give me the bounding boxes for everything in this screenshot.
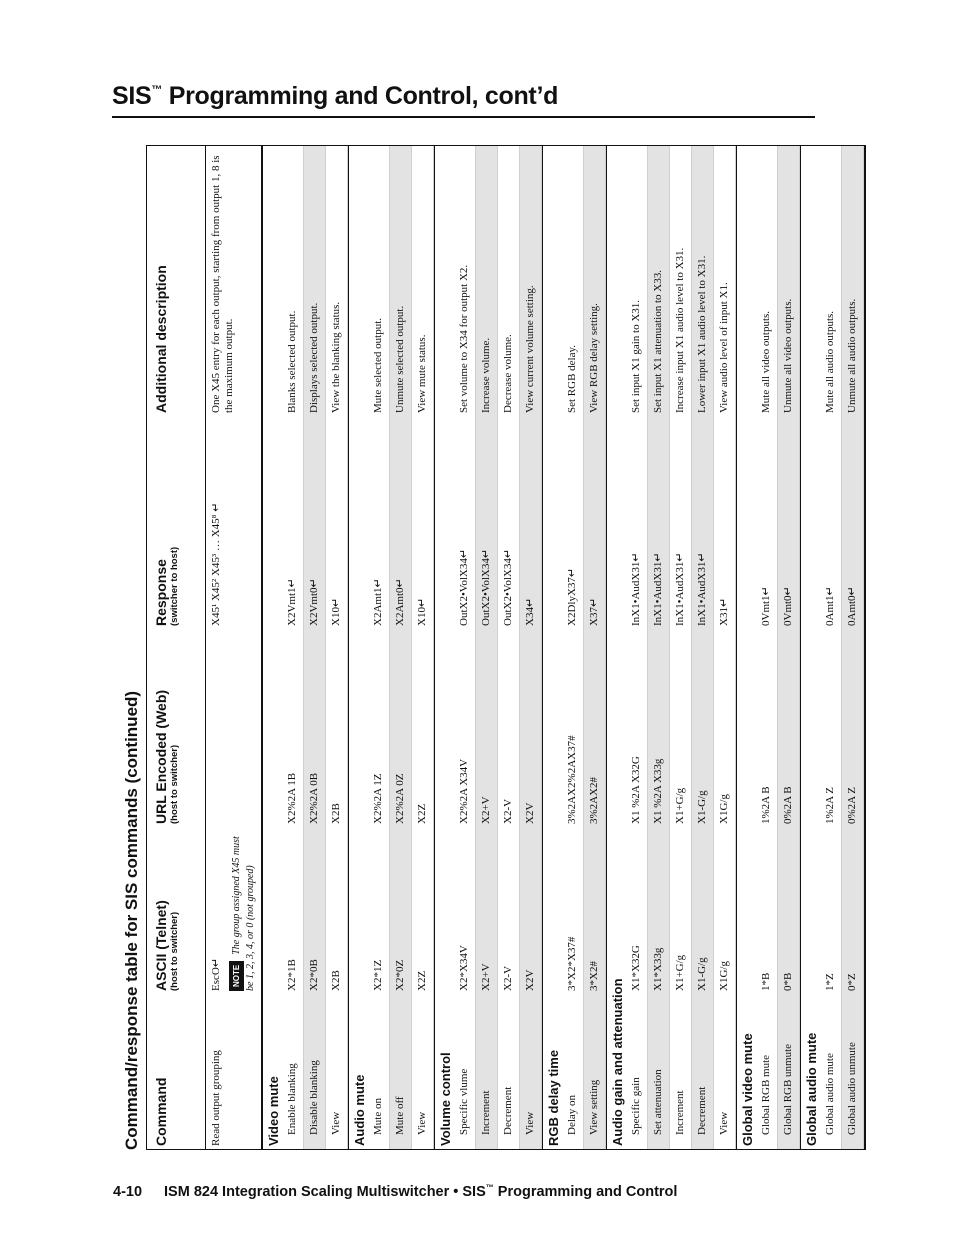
table-row [498,146,520,1149]
cell-response: X37↵ [588,597,600,626]
cell-response: InX1•AudX31↵ [652,552,664,626]
cell-ascii: X2*X34V [458,945,470,991]
table-row [778,146,800,1149]
cell-url: X1G/g [718,794,730,824]
cell-response: 0Amt0↵ [846,586,858,626]
cell-desc: View mute status. [416,334,428,413]
cell-url: X2-V [502,798,514,824]
cell-desc: Blanks selected output. [286,310,298,413]
cell-ascii: X2*0B [308,959,320,991]
table-row [626,146,648,1149]
cell-ascii: X2+V [480,963,492,991]
cell-response: X10↵ [330,597,342,626]
cell-command: Decrement [502,1086,514,1135]
cell-response: 0Vmt1↵ [760,586,772,626]
group-title: Audio gain and attenuation [610,978,625,1146]
cell-response: InX1•AudX31↵ [674,552,686,626]
cell-command: View setting [588,1079,600,1135]
cell-desc: Mute selected output. [372,317,384,413]
cell-url: X2V [524,802,536,824]
table-row [412,146,434,1149]
cell-response: X34↵ [524,597,536,626]
cell-url: 0%2A Z [846,787,858,824]
table-row [756,146,778,1149]
cell-command: View [524,1111,536,1135]
cell-response: OutX2•VolX34↵ [458,548,470,626]
cell-response: InX1•AudX31↵ [630,552,642,626]
cell-url: X1 %2A X32G [630,756,642,824]
cell-url: 0%2A B [782,786,794,824]
cell-ascii: X2-V [502,965,514,991]
cell-command: Mute off [394,1096,406,1135]
cell-command: Delay on [566,1094,578,1135]
cell-ascii: X1*X32G [630,945,642,991]
cell-desc: View audio level of input X1. [718,282,730,413]
cell-ascii: 3*X2# [588,961,600,991]
cell-desc: Increase input X1 audio level to X31. [674,247,686,413]
cell-response: 0Vmt0↵ [782,586,794,626]
cell-command: Increment [674,1090,686,1135]
cell-command: Global audio unmute [846,1042,858,1135]
cell-response: X2Vmt1↵ [286,578,298,626]
table-row [304,146,326,1149]
cell-desc: Set input X1 gain to X31. [630,299,642,413]
cell-response: X2DlyX37↵ [566,567,578,626]
table-row [562,146,584,1149]
cell-command: Global RGB unmute [782,1043,794,1135]
cell-response: 0Amt1↵ [824,586,836,626]
table-row: Read output grouping EscO↵ NOTEThe group assigned X45 must be 1, 2, 3, 4, or 0 (not grouped) X45¹ X45² X45³ … X45⁸ ↵ One X45 entry for each output, starting from output 1, 8 is the maximum output. [206,146,262,1149]
cell-desc: Displays selected output. [308,302,320,413]
note: NOTEThe group assigned X45 must be 1, 2, 3, 4, or 0 (not grouped) [231,836,256,991]
cell-command: Specific gain [630,1077,642,1135]
cell-command: Set attenuation [652,1069,664,1135]
table-row [454,146,476,1149]
cell-url: X2%2A 0Z [394,773,406,824]
group-title: Audio mute [352,1074,367,1146]
header-url: URL Encoded (Web) [153,689,169,824]
cell-command: View [330,1111,342,1135]
table-group [800,146,864,1149]
cell-response: OutX2•VolX34↵ [480,548,492,626]
header-response: Response [153,559,169,626]
group-title: Video mute [266,1076,281,1146]
cell-ascii: X1*X33g [652,947,664,991]
cell-desc: Set input X1 attenuation to X33. [652,270,664,413]
cell-ascii: X1-G/g [696,957,708,991]
table-row [282,146,304,1149]
cell-desc: Unmute all video outputs. [782,298,794,413]
table-row [692,146,714,1149]
cell-desc: View current volume setting. [524,285,536,413]
cell-url: X2Z [416,803,428,824]
cell-command: Increment [480,1090,492,1135]
cell-url: X2B [330,803,342,824]
page-footer: 4-10 ISM 824 Integration Scaling Multiswitcher • SIS™ Programming and Control [113,1183,678,1200]
table-row [326,146,348,1149]
table-group [736,146,800,1149]
title-rule [112,116,815,118]
table-group [348,146,434,1149]
table-row [368,146,390,1149]
cell-ascii: X2*0Z [394,959,406,991]
cell-ascii: 3*X2*X37# [566,936,578,991]
table-header: Command ASCII (Telnet) (host to switcher) URL Encoded (Web) (host to switcher) Response (switcher to host) Additional description [147,146,206,1149]
cell-url: X2+V [480,796,492,824]
header-description: Additional description [153,265,169,413]
cell-desc: View the blanking status. [330,301,342,413]
cell-ascii: X2*1Z [372,959,384,991]
cell-url: X2%2A X34V [458,758,470,824]
cell-url: 3%2AX2%2AX37# [566,735,578,824]
table-row [390,146,412,1149]
cell-command: Global RGB mute [760,1054,772,1135]
cell-response: X2Vmt0↵ [308,578,320,626]
table-row [842,146,864,1149]
cell-ascii: X1G/g [718,961,730,991]
cell-desc: Decrease volume. [502,334,514,413]
cell-ascii: 0*B [782,972,794,991]
table-row [476,146,498,1149]
cell-desc: Mute all audio outputs. [824,310,836,413]
group-title: RGB delay time [546,1049,561,1146]
note-badge: NOTE [229,961,244,991]
cell-url: X2%2A 1Z [372,773,384,824]
table-group [262,146,348,1149]
cell-ascii: X1+G/g [674,954,686,991]
cell-ascii: X2Z [416,970,428,991]
table-group [434,146,542,1149]
cell-response: X2Amt1↵ [372,578,384,626]
table-row [820,146,842,1149]
rotated-table-region [118,145,866,1150]
cell-command: Enable blanking [286,1063,298,1135]
cell-response: OutX2•VolX34↵ [502,548,514,626]
cell-url: X1+G/g [674,787,686,824]
cell-url: 1%2A Z [824,787,836,824]
table-row [584,146,606,1149]
cell-url: 1%2A B [760,786,772,824]
cell-url: X1-G/g [696,790,708,824]
cell-url: X2%2A 1B [286,772,298,824]
cell-url: X2%2A 0B [308,772,320,824]
group-title: Global audio mute [804,1032,819,1146]
page-title: SIS™ Programming and Control, cont’d [112,82,559,110]
cell-command: View [416,1111,428,1135]
cell-desc: Set RGB delay. [566,344,578,413]
header-ascii: ASCII (Telnet) [153,900,169,991]
page-number: 4-10 [113,1183,143,1200]
table-row [670,146,692,1149]
cell-response: X2Amt0↵ [394,578,406,626]
cell-response: X31↵ [718,597,730,626]
cell-ascii: X2B [330,970,342,991]
cell-command: Mute on [372,1098,384,1135]
group-title: Volume control [438,1052,453,1146]
group-title: Global video mute [740,1033,755,1146]
cell-ascii: X2*1B [286,959,298,991]
cell-desc: Set volume to X34 for output X2. [458,264,470,413]
cell-command: Specific vlume [458,1068,470,1135]
cell-ascii: 0*Z [846,973,858,991]
table-row [520,146,542,1149]
cell-desc: Lower input X1 audio level to X31. [696,255,708,413]
cell-response: X10↵ [416,597,428,626]
cell-ascii: 1*Z [824,973,836,991]
cell-desc: Mute all video outputs. [760,310,772,413]
cell-command: Disable blanking [308,1060,320,1135]
cell-desc: Unmute all audio outputs. [846,298,858,413]
table-caption: Command/response table for SIS commands (continued) [122,690,141,1150]
table-row [714,146,736,1149]
cell-response: InX1•AudX31↵ [696,552,708,626]
cell-desc: View RGB delay setting. [588,303,600,413]
table-group [542,146,606,1149]
cell-ascii: 1*B [760,972,772,991]
table-row [648,146,670,1149]
command-table [146,145,866,1150]
table-groups [262,146,864,1149]
header-command: Command [153,1077,169,1146]
cell-url: X1 %2A X33g [652,758,664,824]
cell-desc: Increase volume. [480,337,492,413]
table-group [606,146,736,1149]
cell-command: Global audio mute [824,1053,836,1135]
cell-ascii: X2V [524,969,536,991]
cell-command: View [718,1111,730,1135]
cell-desc: Unmute selected output. [394,305,406,413]
cell-url: 3%2AX2# [588,776,600,824]
cell-command: Decrement [696,1086,708,1135]
